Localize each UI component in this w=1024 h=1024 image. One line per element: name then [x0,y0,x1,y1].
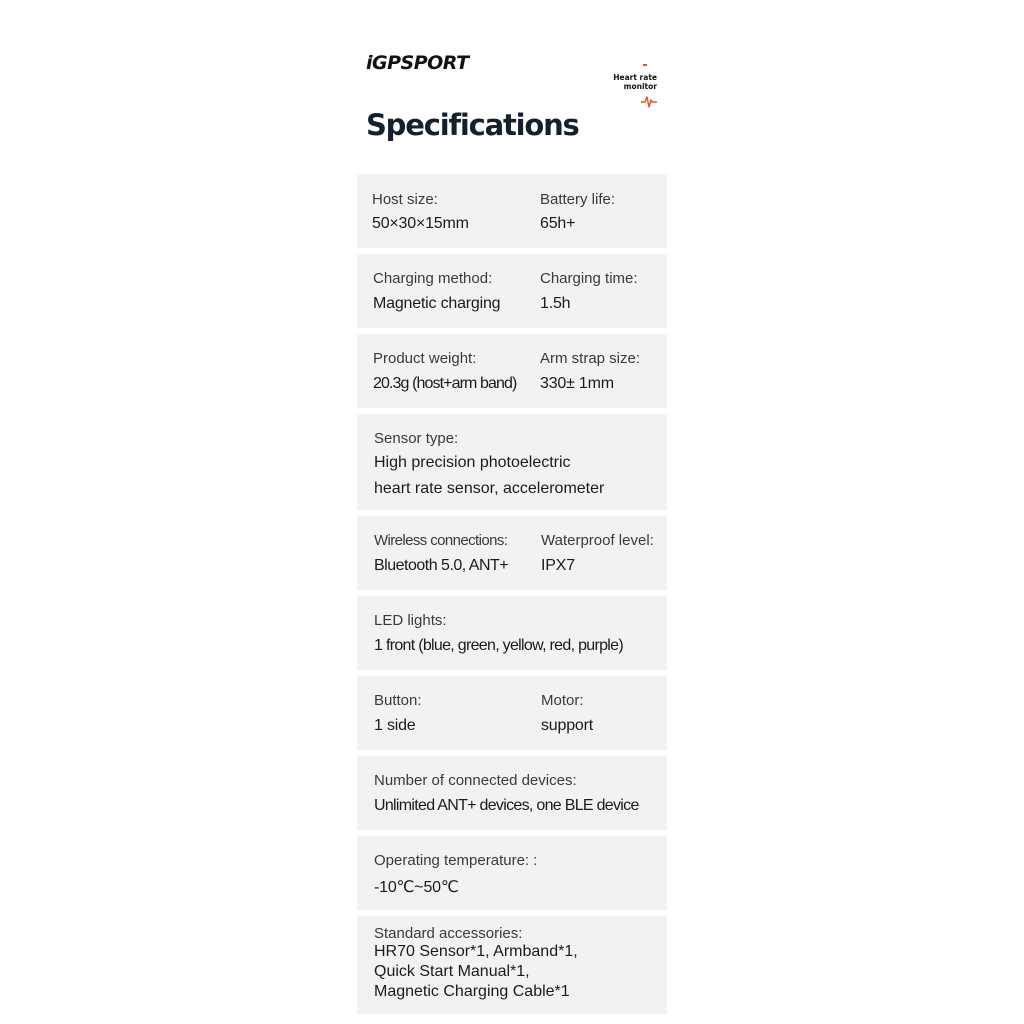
wireless-connections-label: Wireless connections: [374,532,508,549]
led-lights-value: 1 front (blue, green, yellow, red, purple) [374,637,623,654]
operating-temperature-value: -10℃~50℃ [374,879,459,896]
heartbeat-icon [641,94,657,108]
spec-card-button-motor [357,676,667,750]
sensor-type-value-line-1: High precision photoelectric [374,454,571,471]
accessories-line-2: Quick Start Manual*1, [374,963,530,980]
product-weight-label: Product weight: [373,350,477,367]
battery-life-label: Battery life: [540,191,616,208]
charging-time-label: Charging time: [540,270,638,287]
sensor-type-value [374,450,604,502]
connected-devices-value: Unlimited ANT+ devices, one BLE device [374,797,639,814]
charging-time-value: 1.5h [540,295,571,312]
button-value: 1 side [374,717,416,734]
host-size-value: 50×30×15mm [372,215,469,232]
accessories-line-3: Magnetic Charging Cable*1 [374,983,570,1000]
badge-line-1: Heart rate [613,73,657,82]
waterproof-level-value: IPX7 [541,557,575,574]
product-weight-value: 20.3g (host+arm band) [373,375,517,392]
accessories-line-1: HR70 Sensor*1, Armband*1, [374,943,578,960]
spec-card-weight-strap [357,334,667,408]
arm-strap-size-value: 330± 1mm [540,375,614,392]
wireless-connections-value: Bluetooth 5.0, ANT+ [374,557,509,574]
spec-card-size-battery [357,174,667,248]
spec-card-sensor [357,414,667,510]
connected-devices-label: Number of connected devices: [374,772,577,789]
charging-method-value: Magnetic charging [373,295,501,312]
motor-label: Motor: [541,692,584,709]
waterproof-level-label: Waterproof level: [541,532,654,549]
spec-card-temperature [357,836,667,910]
motor-value: support [541,717,593,734]
standard-accessories-label: Standard accessories: [374,925,523,942]
accent-dash [643,64,647,66]
igpsport-logo: iGPSPORT [366,52,469,74]
button-label: Button: [374,692,422,709]
led-lights-label: LED lights: [374,612,447,629]
standard-accessories-value [374,942,578,1002]
badge-line-2: monitor [623,81,657,91]
charging-method-label: Charging method: [373,270,493,287]
spec-card-led [357,596,667,670]
spec-card-wireless-waterproof [357,516,667,590]
sensor-type-value-line-2: heart rate sensor, accelerometer [374,480,605,497]
arm-strap-size-label: Arm strap size: [540,350,641,367]
operating-temperature-label: Operating temperature: : [374,852,538,869]
spec-sheet [357,0,667,1024]
sensor-type-label: Sensor type: [374,430,459,447]
page-title: Specifications [366,108,579,142]
spec-card-accessories [357,916,667,1014]
host-size-label: Host size: [372,191,438,208]
battery-life-value: 65h+ [540,215,576,232]
spec-card-charging [357,254,667,328]
spec-card-connected-devices [357,756,667,830]
